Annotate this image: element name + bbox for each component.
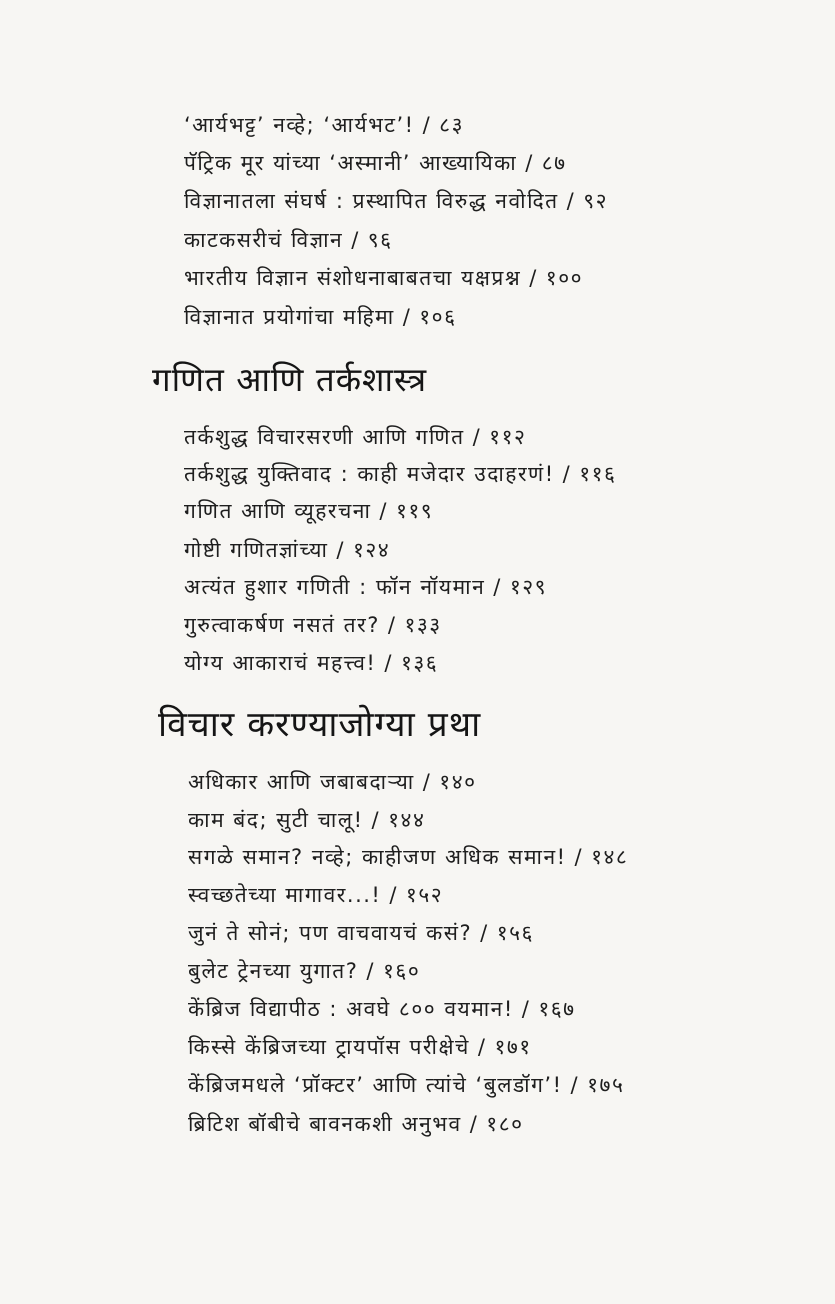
toc-entry-title: जुनं ते सोनं; पण वाचवायचं कसं? [188, 921, 473, 945]
toc-entry-title: स्वच्छतेच्या मागावर...! [188, 883, 382, 907]
toc-entry: विज्ञानात प्रयोगांचा महिमा / १०६ [184, 305, 457, 329]
toc-entry: स्वच्छतेच्या मागावर...! / १५२ [188, 883, 444, 907]
toc-entry-title: केंब्रिज विद्यापीठ : अवघे ८०० वयमान! [188, 997, 514, 1021]
section-heading: विचार करण्याजोग्या प्रथा [158, 705, 482, 745]
toc-entry-page: १७५ [587, 1073, 625, 1097]
toc-entry-page: १६० [382, 959, 421, 983]
toc-entry-page: १६७ [538, 997, 576, 1021]
toc-entry-page: १३६ [400, 651, 439, 675]
toc-entry-title: विज्ञानातला संघर्ष : प्रस्थापित विरुद्ध नवोदित [184, 189, 559, 213]
toc-entry: पॅट्रिक मूर यांच्या ‘अस्मानी’ आख्यायिका / ८७ [184, 151, 567, 175]
toc-entry-page: १४८ [591, 845, 629, 869]
toc-entry: योग्य आकाराचं महत्त्व! / १३६ [184, 651, 439, 675]
toc-entry-page: १२४ [352, 538, 391, 562]
toc-entry: गुरुत्वाकर्षण नसतं तर? / १३३ [184, 613, 442, 637]
toc-entry: ब्रिटिश बॉबीचे बावनकशी अनुभव / १८० [188, 1112, 524, 1136]
toc-entry-page: १४४ [388, 808, 426, 832]
toc-entry-title: किस्से केंब्रिजच्या ट्रायपॉस परीक्षेचे [188, 1035, 470, 1059]
toc-entry-title: अधिकार आणि जबाबदाऱ्या [188, 770, 415, 794]
toc-entry-title: काटकसरीचं विज्ञान [184, 228, 344, 252]
toc-entry-page: १५२ [405, 883, 444, 907]
toc-entry: भारतीय विज्ञान संशोधनाबाबतचा यक्षप्रश्न / १०० [184, 266, 584, 290]
toc-entry-page: १३३ [404, 613, 442, 637]
toc-entry-page: १८० [486, 1112, 524, 1136]
toc-entry-title: अत्यंत हुशार गणिती : फॉन नॉयमान [184, 575, 486, 599]
section-heading: गणित आणि तर्कशास्त्र [152, 360, 428, 399]
toc-entry: तर्कशुद्ध विचारसरणी आणि गणित / ११२ [184, 425, 527, 449]
toc-entry: विज्ञानातला संघर्ष : प्रस्थापित विरुद्ध नवोदित / ९२ [184, 189, 609, 213]
toc-entry: अत्यंत हुशार गणिती : फॉन नॉयमान / १२९ [184, 575, 548, 599]
toc-entry: सगळे समान? नव्हे; काहीजण अधिक समान! / १४८ [188, 845, 629, 869]
toc-entry: जुनं ते सोनं; पण वाचवायचं कसं? / १५६ [188, 921, 534, 945]
toc-entry-title: योग्य आकाराचं महत्त्व! [184, 651, 377, 675]
toc-entry: काम बंद; सुटी चालू! / १४४ [188, 808, 426, 832]
toc-entry-page: ११९ [395, 499, 434, 523]
toc-entry: गणित आणि व्यूहरचना / ११९ [184, 499, 434, 523]
toc-entry-title: बुलेट ट्रेनच्या युगात? [188, 959, 359, 983]
toc-entry-page: ९२ [583, 189, 609, 213]
toc-entry: बुलेट ट्रेनच्या युगात? / १६० [188, 959, 421, 983]
toc-entry-page: १४० [439, 770, 477, 794]
toc-entry: किस्से केंब्रिजच्या ट्रायपॉस परीक्षेचे / १७१ [188, 1035, 532, 1059]
toc-entry-title: काम बंद; सुटी चालू! [188, 808, 364, 832]
toc-entry-page: १०० [545, 266, 584, 290]
toc-entry-title: केंब्रिजमधले ‘प्रॉक्टर’ आणि त्यांचे ‘बुलडॉग’! [188, 1073, 563, 1097]
toc-entry: काटकसरीचं विज्ञान / ९६ [184, 228, 393, 252]
toc-entry: अधिकार आणि जबाबदाऱ्या / १४० [188, 770, 477, 794]
toc-entry-title: तर्कशुद्ध युक्तिवाद : काही मजेदार उदाहरणं! [184, 462, 555, 486]
toc-entry-title: सगळे समान? नव्हे; काहीजण अधिक समान! [188, 845, 567, 869]
toc-entry-page: ९६ [367, 228, 393, 252]
toc-entry-title: गोष्टी गणितज्ञांच्या [184, 538, 329, 562]
toc-entry-title: विज्ञानात प्रयोगांचा महिमा [184, 305, 395, 329]
toc-entry-page: ८३ [439, 113, 465, 137]
toc-entry-title: भारतीय विज्ञान संशोधनाबाबतचा यक्षप्रश्न [184, 266, 522, 290]
toc-entry-title: ब्रिटिश बॉबीचे बावनकशी अनुभव [188, 1112, 462, 1136]
toc-entry: ‘आर्यभट्ट’ नव्हे; ‘आर्यभट’! / ८३ [184, 113, 465, 137]
toc-entry: केंब्रिजमधले ‘प्रॉक्टर’ आणि त्यांचे ‘बुलडॉग’! / १७५ [188, 1073, 625, 1097]
toc-entry-page: ११६ [579, 462, 617, 486]
toc-entry-title: तर्कशुद्ध विचारसरणी आणि गणित [184, 425, 465, 449]
toc-entry: गोष्टी गणितज्ञांच्या / १२४ [184, 538, 391, 562]
toc-entry-title: ‘आर्यभट्ट’ नव्हे; ‘आर्यभट’! [184, 113, 415, 137]
toc-entry: केंब्रिज विद्यापीठ : अवघे ८०० वयमान! / १६७ [188, 997, 576, 1021]
toc-entry: तर्कशुद्ध युक्तिवाद : काही मजेदार उदाहरणं! / ११६ [184, 462, 617, 486]
toc-entry-title: गणित आणि व्यूहरचना [184, 499, 372, 523]
toc-entry-page: १५६ [496, 921, 534, 945]
toc-entry-page: १७१ [494, 1035, 532, 1059]
toc-entry-page: १०६ [419, 305, 457, 329]
toc-entry-title: गुरुत्वाकर्षण नसतं तर? [184, 613, 380, 637]
toc-entry-page: ११२ [489, 425, 527, 449]
toc-entry-page: १२९ [509, 575, 548, 599]
toc-entry-title: पॅट्रिक मूर यांच्या ‘अस्मानी’ आख्यायिका [184, 151, 518, 175]
toc-entry-page: ८७ [541, 151, 567, 175]
